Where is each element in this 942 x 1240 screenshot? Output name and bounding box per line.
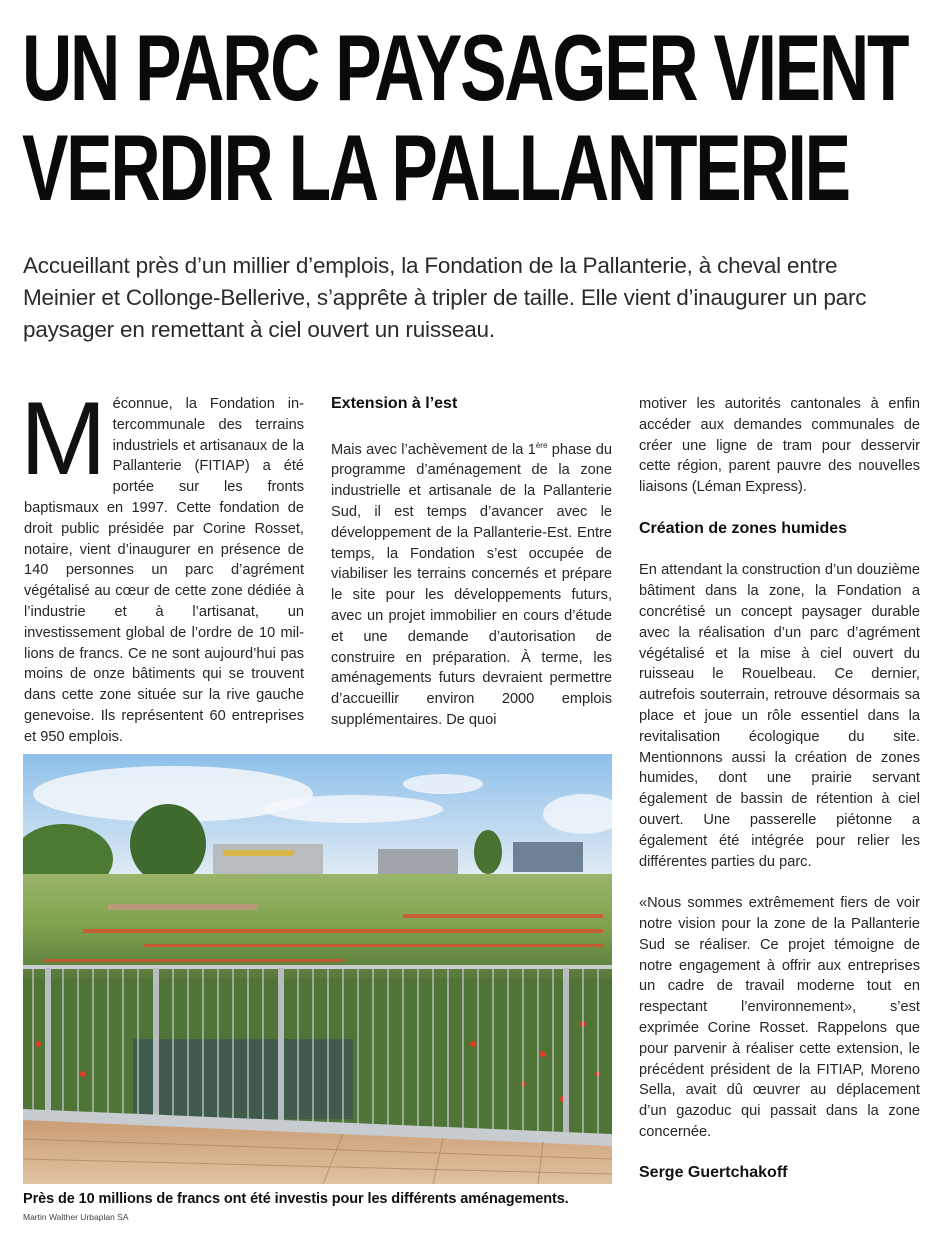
photo-caption: Près de 10 millions de francs ont été investis pour les différents aménagements. bbox=[23, 1191, 569, 1207]
lead-paragraph: Accueillant près d’un millier d’emplois, la Fondation de la Pallanterie, à cheval entre Meinier et Collonge-Bellerive, s’apprête à tripler de taille. Elle vient d’inaugurer un parc paysager en remettant à ciel ouvert un ruisseau. bbox=[23, 253, 867, 342]
subhead-zones-humides: Création de zones humides bbox=[639, 519, 848, 537]
body-paragraph: éconnue, la Fondation intercommunale des terrains industriels et artisanaux de la Pallanterie (FITIAP) a été portée sur les fronts baptismaux en 1997. Cette fondation de droit public présidée par Corine Rosset, notaire, vient d’inaugurer en présence de 140 personnes un parc d’agrément végétalisé au cœur de cette zone dédiée à l’industrie et à l’artisanat, un investissement global de l’ordre de 10 millions de francs. Ce ne sont aujourd’hui pas moins de onze bâtiments qui se trouvent dans cette zone située sur la rive gauche genevoise. Ils représentent 60 entreprises et 950 emplois. bbox=[24, 396, 304, 745]
drop-cap: M bbox=[20, 381, 103, 497]
body-paragraph-continuation: motiver les autorités cantonales à enfin accéder aux demandes communales de créer une ligne de tram pour desservir cette région, parent pauvre des nouvelles liaisons (Léman Express). bbox=[639, 396, 920, 496]
photo-illustration bbox=[23, 754, 612, 1184]
body-paragraph bbox=[331, 436, 612, 731]
body-paragraph: En attendant la construction d’un douzième bâtiment dans la zone, la Fondation a concrétisé un concept paysager durable avec la réalisation d’un parc d’agrément végétalisé et la mise à ciel ouvert du ruisseau le Rouelbeau. Ce dernier, autrefois souterrain, retrouve désormais sa place et joue un rôle essentiel dans la revitalisation écologique du site. Mentionnons aussi la création de zones humides, dont une prairie servant également de bassin de rétention à ciel ouvert. Une passerelle piétonne a également été intégrée pour relier les différentes parties du parc. bbox=[639, 562, 920, 870]
headline bbox=[22, 15, 908, 220]
quote-paragraph: «Nous sommes extrêmement fiers de voir notre vision pour la zone de la Pallanterie Sud se réaliser. Ce projet témoigne de notre engagement à offrir aux entreprises un cadre de travail moderne tout en respectant l’environnement», s’est exprimée Corine Rosset. Rappelons que pour parvenir à réaliser cette extension, le précédent président de la FITIAP, Moreno Sella, avait dû œuvrer au déplacement d’un gazoduc qui passait dans la zone concernée. bbox=[639, 895, 920, 1140]
column-2 bbox=[331, 394, 612, 731]
column-1 bbox=[20, 381, 304, 748]
column-3 bbox=[639, 394, 920, 1183]
superscript: ère bbox=[535, 440, 548, 450]
text-fragment: Mais avec l’achèvement de la 1 bbox=[331, 441, 536, 458]
author-signature: Serge Guertchakoff bbox=[639, 1163, 788, 1181]
headline-line-1: UN PARC PAYSAGER VIENT bbox=[22, 15, 908, 120]
headline-line-2: VERDIR LA PALLANTERIE bbox=[22, 115, 849, 220]
park-photo bbox=[23, 754, 612, 1184]
subhead-extension: Extension à l’est bbox=[331, 395, 458, 412]
photo-credit: Martin Walther Urbaplan SA bbox=[23, 1212, 129, 1222]
text-fragment: phase du programme d’aménagement de la zone industrielle et artisanale de la Pallanterie Sud, il est temps d’avancer avec le développement de la Pallanterie-Est. Entre temps, la Fondation s’est occupée de viabiliser les terrains concernés et prépare le site pour les développements futurs, avec un projet immobilier en cours d’étude et une demande d’autorisation de construire en préparation. À terme, les aménagements futurs devraient permettre d’accueillir environ 2000 emplois supplémentaires. De quoi bbox=[331, 441, 613, 728]
